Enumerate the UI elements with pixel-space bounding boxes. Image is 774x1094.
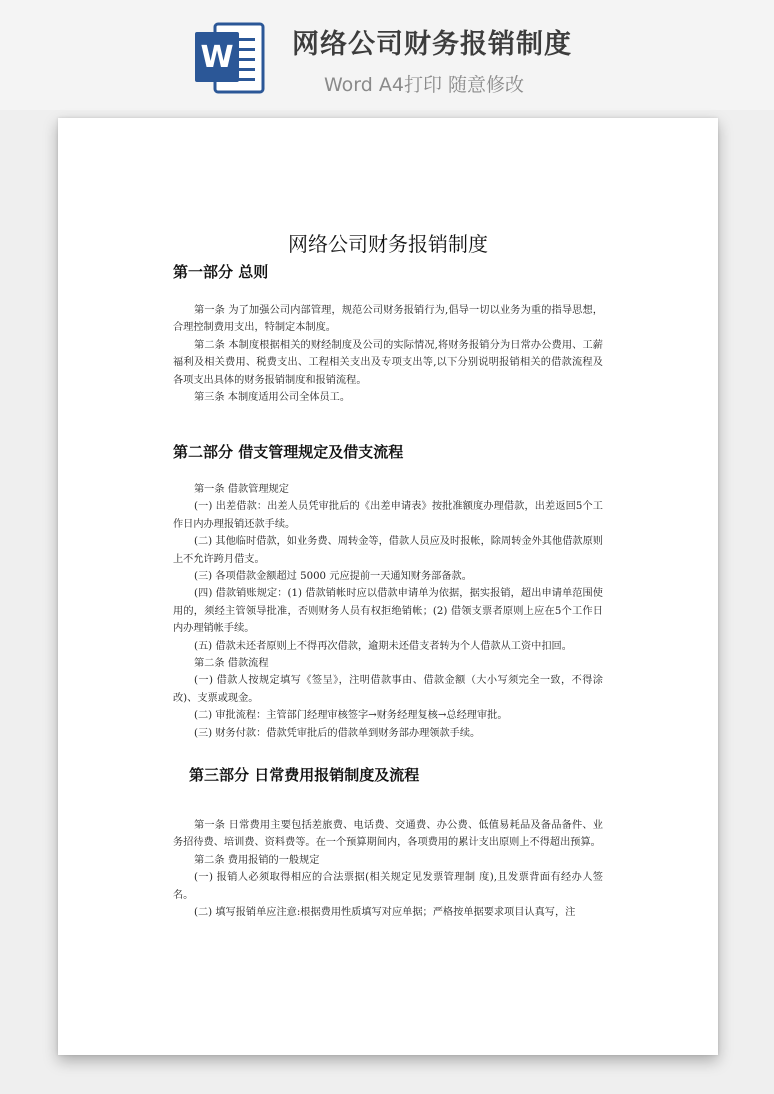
paragraph: (三) 各项借款金额超过 5000 元应提前一天通知财务部备款。 <box>194 571 472 583</box>
part2-body <box>173 481 603 742</box>
part1-body <box>173 302 603 406</box>
paragraph: 第一条 借款管理规定 <box>194 484 289 495</box>
paragraph: (五) 借款未还者原则上不得再次借款，逾期未还借支者转为个人借款从工资中扣回。 <box>194 640 572 652</box>
watermark <box>58 444 60 486</box>
word-logo-letter: W <box>200 40 234 75</box>
paragraph: 第二条 借款流程 <box>194 658 269 670</box>
document-title: 网络公司财务报销制度 <box>288 232 488 256</box>
paragraph: (一) 出差借款：出差人员凭审批后的《出差申请表》按批准额度办理借款，出差返回5个工作日内办理报销还款手续。 <box>173 501 603 530</box>
paragraph: 第二条 本制度根据相关的财经制度及公司的实际情况,将财务报销分为日常办公费用、工薪福利及相关费用、税费支出、工程相关支出及专项支出等,以下分别说明报销相关的借款流程及各项支出具体的财务报销制度和报销流程。 <box>173 339 603 386</box>
paragraph: 第一条 为了加强公司内部管理，规范公司财务报销行为,倡导一切以业务为重的指导思想，合理控制费用支出，特制定本制度。 <box>173 305 603 334</box>
paragraph: (一) 借款人按规定填写《签呈》，注明借款事由、借款金额（大小写须完全一致，不得涂改)、支票或现金。 <box>173 675 603 704</box>
part2-heading: 第二部分 借支管理规定及借支流程 <box>173 443 404 461</box>
word-document-icon <box>193 18 265 98</box>
banner-title: 网络公司财务报销制度 <box>292 29 572 60</box>
paragraph: (二) 填写报销单应注意:根据费用性质填写对应单据；严格按单据要求项目认真写，注 <box>194 907 576 919</box>
paragraph: (三) 财务付款：借款凭审批后的借款单到财务部办理领款手续。 <box>194 727 481 739</box>
banner-subtitle: Word A4打印 随意修改 <box>324 74 525 96</box>
part1-heading: 第一部分 总则 <box>173 263 269 281</box>
paragraph: (二) 审批流程：主管部门经理审核签字→财务经理复核→总经理审批。 <box>194 710 508 722</box>
paragraph: (二) 其他临时借款，如业务费、周转金等，借款人员应及时报帐，除周转金外其他借款原则上不允许跨月借支。 <box>173 536 603 565</box>
paragraph: 第二条 费用报销的一般规定 <box>194 854 320 866</box>
paragraph: (一) 报销人必须取得相应的合法票据(相关规定见发票管理制 度),且发票背面有经办人签名。 <box>173 872 603 901</box>
part3-heading: 第三部分 日常费用报销制度及流程 <box>189 766 420 784</box>
paragraph: 第一条 日常费用主要包括差旅费、电话费、交通费、办公费、低值易耗品及备品备件、业务招待费、培训费、资料费等。在一个预算期间内，各项费用的累计支出原则上不得超出预算。 <box>173 820 603 849</box>
paragraph: 第三条 本制度适用公司全体员工。 <box>194 392 351 404</box>
part3-body <box>173 817 603 921</box>
document-page <box>58 118 718 1055</box>
paragraph: (四) 借款销账规定：(1) 借款销帐时应以借款申请单为依据，据实报销，超出申请单范围使用的，须经主管领导批准，否则财务人员有权拒绝销帐；(2) 借领支票者原则上应在5个工作日内办理销帐手续。 <box>173 588 603 635</box>
header-banner <box>0 0 774 110</box>
